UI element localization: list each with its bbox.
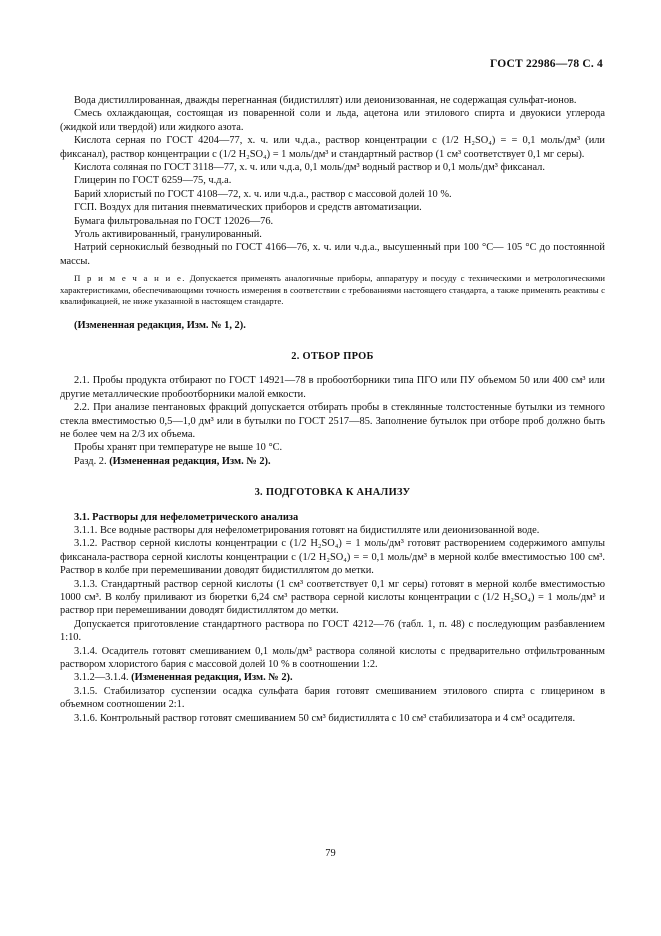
note-text: Допускается применять аналогичные приборы, аппаратуру и посуду с техническими и метрологическими характеристиками, обеспечивающими точность измерения в соответствии с требованиями настоящего стандарта, а также применять реактивы с квалификацией, не ниже указанной в настоящем стандарте. [60,273,605,307]
reagent-filter-paper: Бумага фильтровальная по ГОСТ 12026—76. [74,215,274,227]
note-label: П р и м е ч а н и е. [74,273,186,284]
para-3-1-6: 3.1.6. Контрольный раствор готовят смешиванием 50 см³ бидистиллята с 10 см³ стабилизатора и 4 см³ осадителя. [74,712,576,724]
edit-note-1: (Измененная редакция, Изм. № 1, 2). [74,319,246,331]
para-2-2: 2.2. При анализе пентановых фракций допускается отбирать пробы в стеклянные толстостенные бутылки из темного стекла вместимостью 0,5—1,0 дм³ или в бутылки по ГОСТ 2517—85. Заполнение бутылок при отборе проб должно быть не более чем на 2/3 их объема. [60,402,605,440]
reagent-hydrochloric-acid: Кислота соляная по ГОСТ 3118—77, х. ч. или ч.д.а, 0,1 моль/дм³ водный раствор и 0,1 моль/дм³ фиксанал. [74,162,545,174]
para-3-1-2: 3.1.2. Раствор серной кислоты концентрации c (1/2 H₂SO₄) = 1 моль/дм³ готовят растворением содержимого ампулы фиксанала-раствора серной кислоты концентрации c (1/2 H₂SO₄) = = 0,1 моль/дм³ в мерной колбе вместимостью 100 см³. Раствор в колбе при перемешивании доводят бидистиллятом до метки. [60,538,605,577]
edit-note-3: (Измененная редакция, Изм. № 2). [131,672,293,684]
edit-note-2: (Измененная редакция, Изм. № 2). [109,455,271,467]
note-paragraph [60,273,605,307]
section-3-title: 3. ПОДГОТОВКА К АНАЛИЗУ [254,487,411,499]
reagent-sodium-sulfate: Натрий сернокислый безводный по ГОСТ 4166—76, х. ч. или ч.д.а., высушенный при 100 °С— 105 °С до постоянной массы. [60,242,605,267]
reagent-glycerin: Глицерин по ГОСТ 6259—75, ч.д.а. [74,175,232,187]
reagent-activated-carbon: Уголь активированный, гранулированный. [74,229,262,241]
reagent-cooling-mix: Смесь охлаждающая, состоящая из поваренной соли и льда, ацетона или этилового спирта и двуокиси углерода (жидкой или твердой) или жидкого азота. [60,108,605,133]
para-3-1-2-4-edit [60,671,605,684]
para-2-1: 2.1. Пробы продукта отбирают по ГОСТ 14921—78 в пробоотборники типа ПГО или ПУ объемом 50 или 400 см³ или другие металлические пробоотборники малой емкости. [60,375,605,400]
para-3-1-4: 3.1.4. Осадитель готовят смешиванием 0,1 моль/дм³ раствора соляной кислоты с предварительно отфильтрованным раствором хлористого бария с массовой долей 10 % в соотношении 1:2. [60,645,605,671]
reagent-barium-chloride: Барий хлористый по ГОСТ 4108—72, х. ч. или ч.д.а., раствор с массовой долей 10 %. [74,188,452,200]
section-2-title: 2. ОТБОР ПРОБ [291,350,374,362]
para-3-1-3-alt: Допускается приготовление стандартного раствора по ГОСТ 4212—76 (табл. 1, п. 48) с последующим разбавлением 1:10. [60,618,605,644]
edit-prefix: 3.1.2—3.1.4. [74,672,129,684]
para-3-1-5: 3.1.5. Стабилизатор суспензии осадка сульфата бария готовят смешиванием этилового спирта с глицерином в объемном соотношении 2:1. [60,685,605,711]
reagent-water: Вода дистиллированная, дважды перегнанная (бидистиллят) или деионизованная, не содержащая сульфат-ионов. [74,95,577,106]
para-3-1-3: 3.1.3. Стандартный раствор серной кислоты (1 см³ соответствует 0,1 мг серы) готовят в мерной колбе вместимостью 1000 см³. В колбу приливают из бюретки 6,24 см³ раствора серной кислоты концентрации c (1/2 H₂SO₄) = 1 моль/дм³ и раствор при перемешивании доводят бидистиллятом до метки. [60,578,605,617]
page-number: 79 [325,848,336,859]
reagent-sulfuric-acid: Кислота серная по ГОСТ 4204—77, х. ч. или ч.д.а., раствор концентрации c (1/2 H₂SO₄) = = 0,1 моль/дм³ (или фиксанал), раствор концентрации c (1/2 H₂SO₄) = 1 моль/дм³ и стандартный раствор (1 см³ соответствует 0,1 мг серы). [60,135,605,160]
subsection-3-1-title: 3.1. Растворы для нефелометрического анализа [74,511,299,523]
page-body [60,94,605,725]
reagent-air: ГСП. Воздух для питания пневматических приборов и средств автоматизации. [74,202,422,214]
edit-prefix: Разд. 2. [74,455,107,467]
para-3-1-1: 3.1.1. Все водные растворы для нефелометрирования готовят на бидистилляте или деионизованной воде. [74,524,540,536]
para-2-storage: Пробы хранят при температуре не выше 10 °С. [74,442,283,454]
para-2-edit [60,455,605,468]
running-header: ГОСТ 22986—78 С. 4 [490,58,603,70]
